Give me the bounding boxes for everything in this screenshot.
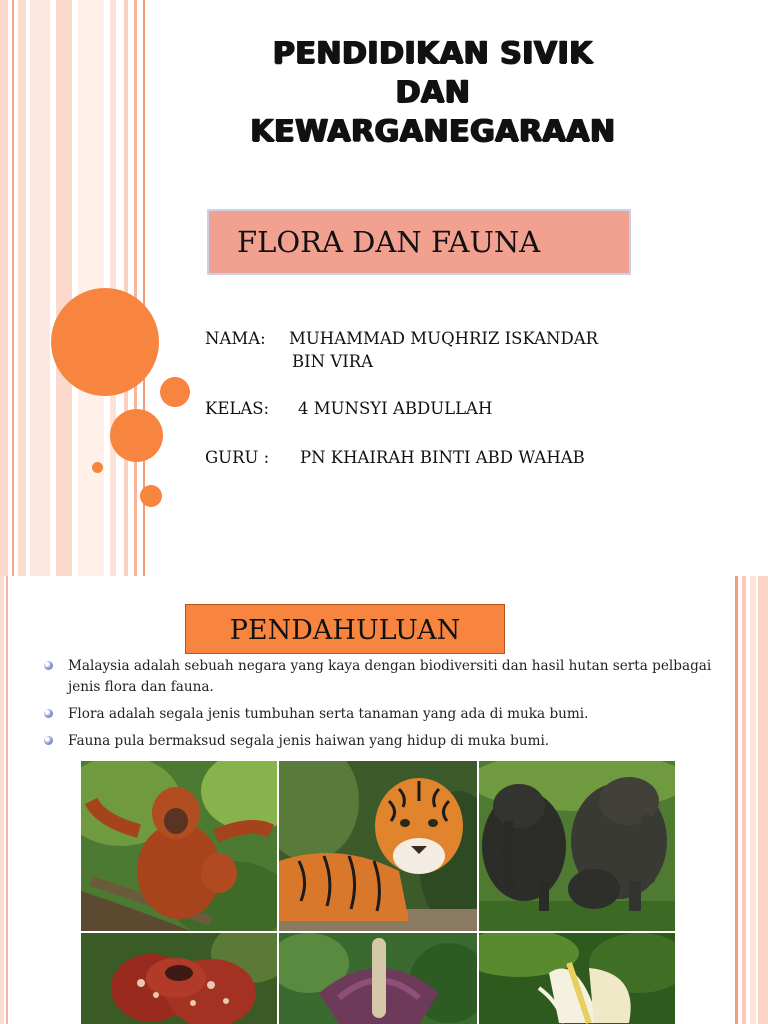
title-line-1: PENDIDIKAN SIVIK <box>272 36 594 71</box>
nama-label: NAMA: <box>205 329 266 348</box>
white-flower-photo <box>479 933 675 1024</box>
subtitle: FLORA DAN FAUNA <box>237 225 541 259</box>
list-item <box>44 704 724 725</box>
bullet-list <box>44 656 724 758</box>
introduction-slide <box>0 576 768 1024</box>
bullet-icon <box>44 661 53 670</box>
bullet-text: Fauna pula bermaksud segala jenis haiwan yang hidup di muka bumi. <box>68 733 550 749</box>
list-item <box>44 656 724 698</box>
bullet-text: Flora adalah segala jenis tumbuhan serta tanaman yang ada di muka bumi. <box>68 706 589 722</box>
bullet-icon <box>44 736 53 745</box>
section-heading: PENDAHULUAN <box>229 615 461 646</box>
section-heading-box <box>185 604 505 654</box>
kelas-value: 4 MUNSYI ABDULLAH <box>298 399 493 418</box>
guru-label: GURU : <box>205 448 270 467</box>
title-line-2: DAN <box>395 75 471 110</box>
title-line-3: KEWARGANEGARAAN <box>250 114 616 149</box>
decorative-circle-large <box>51 288 159 396</box>
elephants-photo <box>479 761 675 931</box>
decorative-circle-small <box>92 462 103 473</box>
decorative-circle <box>160 377 190 407</box>
rafflesia-photo <box>81 933 277 1024</box>
bullet-icon <box>44 709 53 718</box>
guru-value: PN KHAIRAH BINTI ABD WAHAB <box>300 448 585 467</box>
decorative-circle <box>140 485 162 507</box>
subtitle-box <box>207 209 631 275</box>
nama-value: MUHAMMAD MUQHRIZ ISKANDAR <box>289 329 599 348</box>
nama-value-continued: BIN VIRA <box>292 352 374 371</box>
bullet-text: Malaysia adalah sebuah negara yang kaya dengan biodiversiti dan hasil hutan serta pelbagai jenis flora dan fauna. <box>68 658 712 695</box>
corpse-flower-photo <box>279 933 477 1024</box>
list-item <box>44 731 724 752</box>
decorative-circle <box>110 409 163 462</box>
main-title <box>200 34 666 151</box>
tiger-photo <box>279 761 477 931</box>
photo-gallery <box>81 761 675 1024</box>
kelas-label: KELAS: <box>205 399 270 418</box>
orangutan-photo <box>81 761 277 931</box>
